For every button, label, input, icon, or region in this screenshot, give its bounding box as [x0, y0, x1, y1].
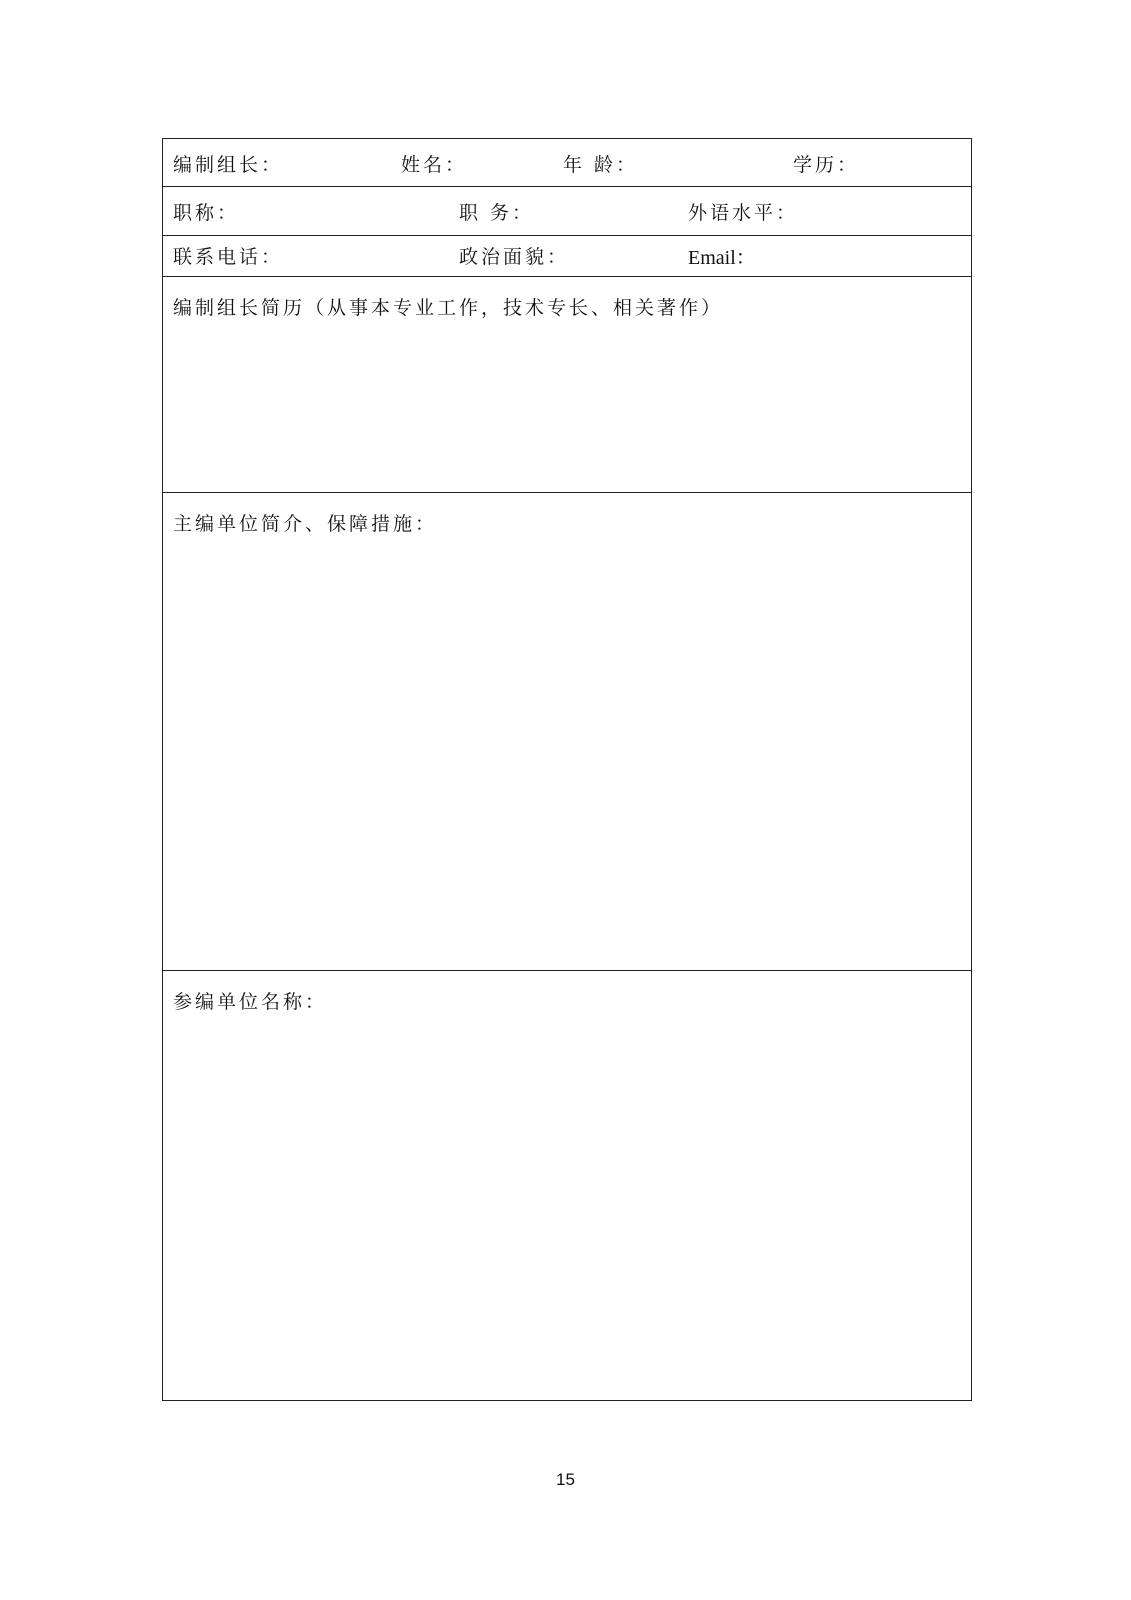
organization-label: 主编单位简介、保障措施： [173, 513, 438, 535]
leader-info-row [163, 139, 971, 187]
age-label: 年 龄： [563, 154, 639, 176]
position-label: 职 务： [459, 202, 535, 224]
email-label: Email： [688, 247, 756, 269]
application-form-table [162, 138, 972, 1401]
political-status-label: 政治面貌： [459, 246, 570, 268]
name-label: 姓名： [401, 154, 468, 176]
title-label: 职称： [173, 202, 240, 224]
leader-resume-label: 编制组长简历（从事本专业工作，技术专长、相关著作） [173, 297, 724, 319]
title-info-row [163, 187, 971, 236]
education-label: 学历： [793, 154, 860, 176]
organization-section [163, 493, 971, 971]
participants-label: 参编单位名称： [173, 991, 328, 1013]
language-level-label: 外语水平： [688, 202, 799, 224]
page-number: 15 [556, 1470, 575, 1489]
leader-resume-section [163, 277, 971, 493]
phone-label: 联系电话： [173, 246, 284, 268]
leader-label: 编制组长： [173, 154, 284, 176]
participants-section [163, 971, 971, 1402]
contact-info-row [163, 236, 971, 277]
